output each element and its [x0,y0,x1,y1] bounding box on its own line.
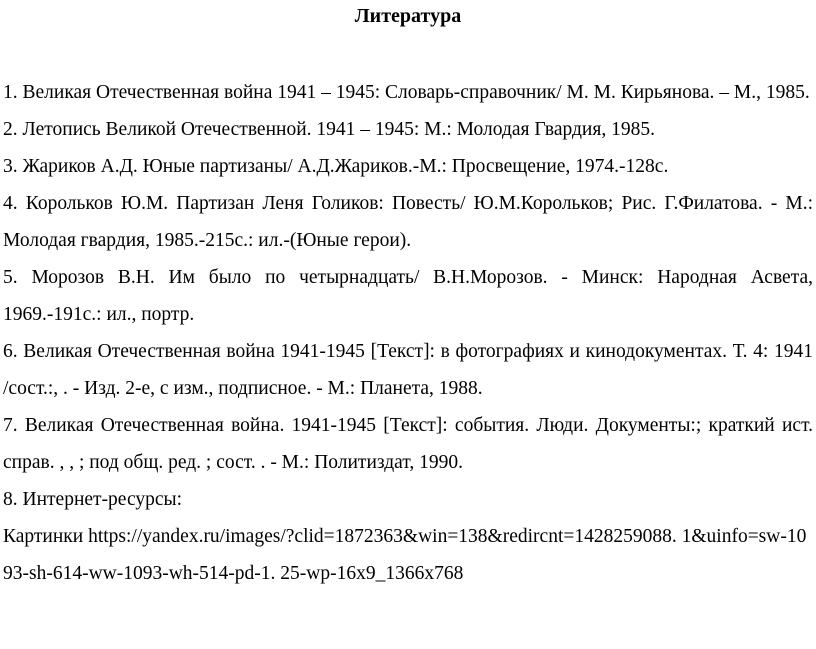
reference-item-1 [3,74,813,111]
reference-number: 1. [3,82,18,103]
reference-text: Морозов В.Н. Им было по четырнадцать/ В.Н.Морозов. - Минск: Народная Асвета, 1969.-191с.: ил., портр. [3,267,813,325]
reference-item-5 [3,259,813,333]
pictures-label: Картинки [3,526,84,547]
reference-text: Жариков А.Д. Юные партизаны/ А.Д.Жариков.-М.: Просвещение, 1974.-128с. [22,156,669,177]
reference-text: Интернет-ресурсы: [22,489,183,510]
reference-text: Великая Отечественная война. 1941-1945 [Текст]: события. Люди. Документы:; краткий ист. справ. , , ; под общ. ред. ; сост. . - М.: Политиздат, 1990. [3,415,813,473]
reference-item-3 [3,148,813,185]
reference-item-8 [3,481,813,518]
reference-list [3,74,813,592]
reference-text: Великая Отечественная война 1941-1945 [Текст]: в фотографиях и кинодокументах. Т. 4: 1941 /сост.:, . - Изд. 2-е, с изм., подписное. - М.: Планета, 1988. [3,341,814,399]
reference-text: Корольков Ю.М. Партизан Леня Голиков: Повесть/ Ю.М.Корольков; Рис. Г.Филатова. - М.: Молодая гвардия, 1985.-215с.: ил.-(Юные герои). [3,193,814,251]
reference-number: 4. [3,193,18,214]
pictures-url[interactable]: https://yandex.ru/images/?clid=1872363&win=138&redircnt=1428259088. 1&uinfo=sw-1093-sh-614-ww-1093-wh-514-pd-1. 25-wp-16x9_1366x768 [3,526,807,584]
reference-text: Летопись Великой Отечественной. 1941 – 1945: М.: Молодая Гвардия, 1985. [22,119,655,140]
reference-text: Великая Отечественная война 1941 – 1945: Словарь-справочник/ М. М. Кирьянова. – М., 1985. [22,82,810,103]
reference-number: 3. [3,156,18,177]
reference-item-7 [3,407,813,481]
reference-number: 6. [3,341,18,362]
reference-item-2 [3,111,813,148]
reference-number: 7. [3,415,18,436]
reference-number: 2. [3,119,18,140]
reference-number: 5. [3,267,18,288]
reference-item-6 [3,333,813,407]
pictures-source [3,518,813,592]
reference-number: 8. [3,489,18,510]
reference-item-4 [3,185,813,259]
page-title: Литература [354,5,462,27]
